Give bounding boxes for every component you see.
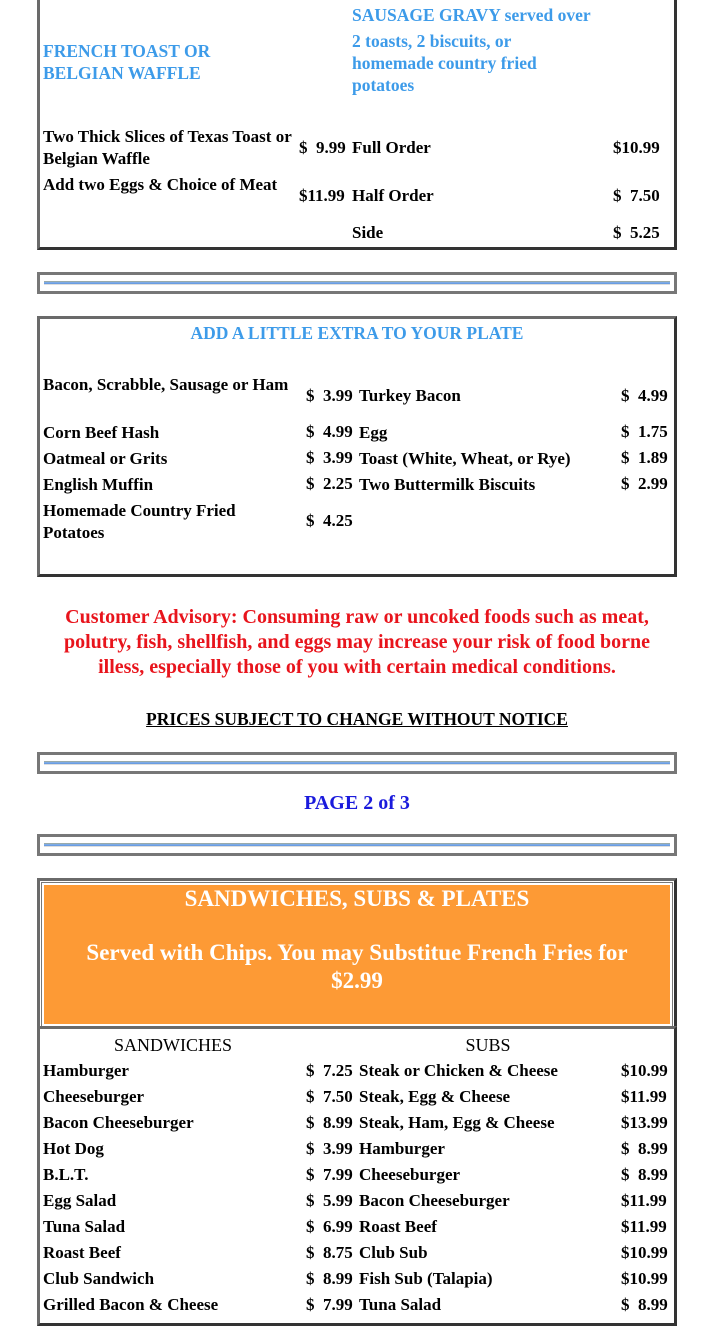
sub-price: $10.99 — [621, 1061, 668, 1080]
subs-header: SUBS — [465, 1035, 511, 1055]
sandwich-price: $ 8.75 — [306, 1243, 353, 1262]
breakfast-left-price: $11.99 — [299, 186, 345, 205]
breakfast-right-item: Full Order — [352, 138, 431, 157]
extras-title: ADD A LITTLE EXTRA TO YOUR PLATE — [190, 323, 524, 343]
sandwich-item: Egg Salad — [43, 1191, 117, 1210]
sub-item: Steak, Ham, Egg & Cheese — [359, 1113, 555, 1132]
sub-price: $11.99 — [621, 1191, 667, 1210]
sandwich-item: B.L.T. — [43, 1165, 89, 1184]
breakfast-right-price: $10.99 — [613, 138, 660, 157]
sandwich-item: Cheeseburger — [43, 1087, 145, 1106]
sandwiches-banner-title: SANDWICHES, SUBS & PLATES — [184, 886, 530, 911]
customer-advisory: Customer Advisory: Consuming raw or uncoked foods such as meat, polutry, fish, shellfish, and eggs may increase your risk of food borne illess, especially those of you with certain medical conditions. — [64, 606, 650, 678]
sub-price: $10.99 — [621, 1269, 668, 1288]
sandwich-price: $ 8.99 — [306, 1269, 353, 1288]
extras-left-price: $ 4.25 — [306, 511, 353, 530]
sub-item: Steak or Chicken & Cheese — [359, 1061, 558, 1080]
sub-price: $ 8.99 — [621, 1165, 668, 1184]
extras-right-price: $ 2.99 — [621, 474, 668, 493]
sub-price: $ 8.99 — [621, 1295, 668, 1314]
sandwich-item: Tuna Salad — [43, 1217, 126, 1236]
sausage-gravy-subtitle: 2 toasts, 2 biscuits, or homemade country fried potatoes — [352, 31, 537, 95]
sub-item: Fish Sub (Talapia) — [359, 1269, 493, 1288]
divider — [37, 272, 677, 294]
sandwich-price: $ 6.99 — [306, 1217, 353, 1236]
extras-left-price: $ 3.99 — [306, 386, 353, 405]
extras-left-item: Homemade Country Fried Potatoes — [43, 501, 236, 542]
sub-item: Steak, Egg & Cheese — [359, 1087, 511, 1106]
sandwich-item: Grilled Bacon & Cheese — [43, 1295, 219, 1314]
sub-item: Cheeseburger — [359, 1165, 461, 1184]
sub-price: $13.99 — [621, 1113, 668, 1132]
sandwich-item: Hamburger — [43, 1061, 129, 1080]
breakfast-left-item: Add two Eggs & Choice of Meat — [43, 175, 278, 194]
sub-item: Hamburger — [359, 1139, 445, 1158]
extras-left-item: Oatmeal or Grits — [43, 449, 168, 468]
prices-notice: PRICES SUBJECT TO CHANGE WITHOUT NOTICE — [146, 709, 568, 729]
breakfast-left-price: $ 9.99 — [299, 138, 346, 157]
breakfast-right-price: $ 7.50 — [613, 186, 660, 205]
extras-right-price: $ 4.99 — [621, 386, 668, 405]
sausage-gravy-title: SAUSAGE GRAVY served over — [352, 5, 591, 25]
sandwich-price: $ 7.99 — [306, 1295, 353, 1314]
breakfast-right-item: Side — [352, 223, 384, 242]
extras-right-item: Turkey Bacon — [359, 386, 461, 405]
sub-price: $ 8.99 — [621, 1139, 668, 1158]
sandwich-item: Club Sandwich — [43, 1269, 155, 1288]
sandwiches-header: SANDWICHES — [113, 1035, 232, 1055]
breakfast-left-item: Two Thick Slices of Texas Toast or Belgian Waffle — [43, 127, 292, 168]
sandwiches-banner-subtitle: Served with Chips. You may Substitue French Fries for $2.99 — [86, 940, 628, 993]
divider — [37, 834, 677, 856]
extras-left-price: $ 3.99 — [306, 448, 353, 467]
sub-item: Bacon Cheeseburger — [359, 1191, 510, 1210]
sub-item: Roast Beef — [359, 1217, 437, 1236]
sandwich-price: $ 8.99 — [306, 1113, 353, 1132]
sub-price: $11.99 — [621, 1087, 667, 1106]
sub-item: Tuna Salad — [359, 1295, 442, 1314]
sandwich-price: $ 7.25 — [306, 1061, 353, 1080]
sandwich-item: Hot Dog — [43, 1139, 104, 1158]
extras-left-price: $ 4.99 — [306, 422, 353, 441]
extras-left-price: $ 2.25 — [306, 474, 353, 493]
extras-left-item: Bacon, Scrabble, Sausage or Ham — [43, 375, 289, 394]
sub-item: Club Sub — [359, 1243, 428, 1262]
sandwich-item: Roast Beef — [43, 1243, 121, 1262]
extras-right-price: $ 1.75 — [621, 422, 668, 441]
sub-price: $11.99 — [621, 1217, 667, 1236]
divider — [37, 752, 677, 774]
sandwich-price: $ 3.99 — [306, 1139, 353, 1158]
breakfast-right-item: Half Order — [352, 186, 434, 205]
sandwich-price: $ 7.99 — [306, 1165, 353, 1184]
extras-right-item: Egg — [359, 423, 388, 442]
sub-price: $10.99 — [621, 1243, 668, 1262]
sandwich-price: $ 5.99 — [306, 1191, 353, 1210]
page-label: PAGE 2 of 3 — [304, 792, 410, 814]
extras-left-item: Corn Beef Hash — [43, 423, 160, 442]
extras-left-item: English Muffin — [43, 475, 154, 494]
sandwich-price: $ 7.50 — [306, 1087, 353, 1106]
breakfast-right-price: $ 5.25 — [613, 223, 660, 242]
extras-right-item: Toast (White, Wheat, or Rye) — [359, 449, 571, 468]
extras-right-item: Two Buttermilk Biscuits — [359, 475, 536, 494]
sandwich-item: Bacon Cheeseburger — [43, 1113, 194, 1132]
french-toast-title: FRENCH TOAST OR BELGIAN WAFFLE — [43, 41, 211, 83]
extras-right-price: $ 1.89 — [621, 448, 668, 467]
